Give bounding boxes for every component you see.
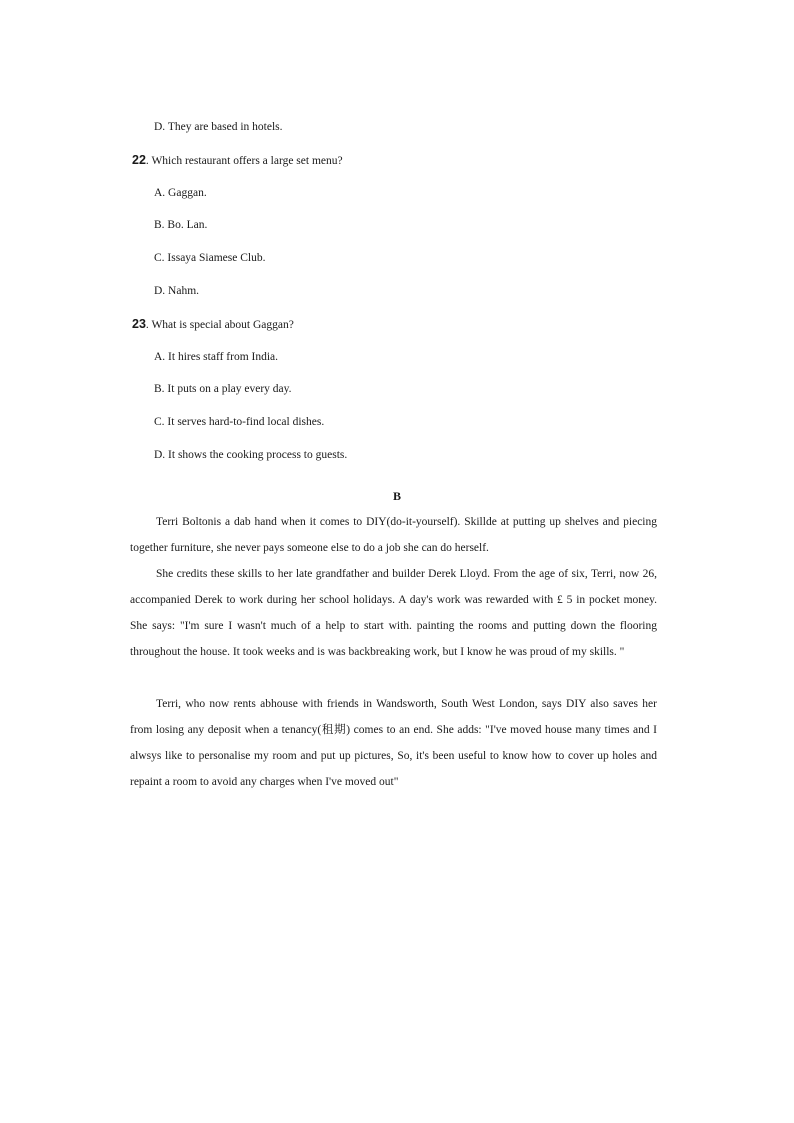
passage-b-paragraph-2: She credits these skills to her late grandfather and builder Derek Lloyd. From the age of six, Terri, now 26, accompanied Derek to work during her school holidays. A day's work was rewarded with £ 5 in pocket money. She says: "I'm sure I wasn't much of a help to start with. painting the rooms and putting down the flooring throughout the house. It took weeks and is was backbreaking work, but I know he was proud of my skills. " (130, 568, 657, 658)
question-22-text: . Which restaurant offers a large set menu? (145, 155, 343, 167)
question-23 (132, 317, 294, 332)
q23-option-a: A. It hires staff from India. (154, 351, 279, 363)
q23-option-b: B. It puts on a play every day. (154, 383, 292, 395)
q23-option-d: D. It shows the cooking process to guests. (154, 449, 348, 461)
q22-option-b: B. Bo. Lan. (154, 219, 208, 231)
q21-option-d: D. They are based in hotels. (154, 121, 283, 133)
q22-option-d: D. Nahm. (154, 285, 200, 297)
question-23-number: 23 (132, 317, 146, 331)
question-23-text: . What is special about Gaggan? (145, 319, 294, 331)
q22-option-a: A. Gaggan. (154, 187, 207, 199)
question-22-number: 22 (132, 153, 146, 167)
q22-option-c: C. Issaya Siamese Club. (154, 252, 266, 264)
passage-b-paragraph-3: Terri, who now rents abhouse with friends in Wandsworth, South West London, says DIY also saves her from losing any deposit when a tenancy(租期) comes to an end. She adds: "I've moved house many times and I alwsys like to personalise my room and put up pictures, So, it's been useful to know how to cover up holes and repaint a room to avoid any charges when I've moved out" (130, 698, 657, 788)
passage-b-heading: B (392, 489, 401, 503)
passage-b-paragraph-1: Terri Boltonis a dab hand when it comes to DIY(do-it-yourself). Skillde at putting up shelves and piecing together furniture, she never pays someone else to do a job she can do herself. (130, 516, 657, 554)
question-22 (132, 153, 343, 168)
q23-option-c: C. It serves hard-to-find local dishes. (154, 416, 325, 428)
